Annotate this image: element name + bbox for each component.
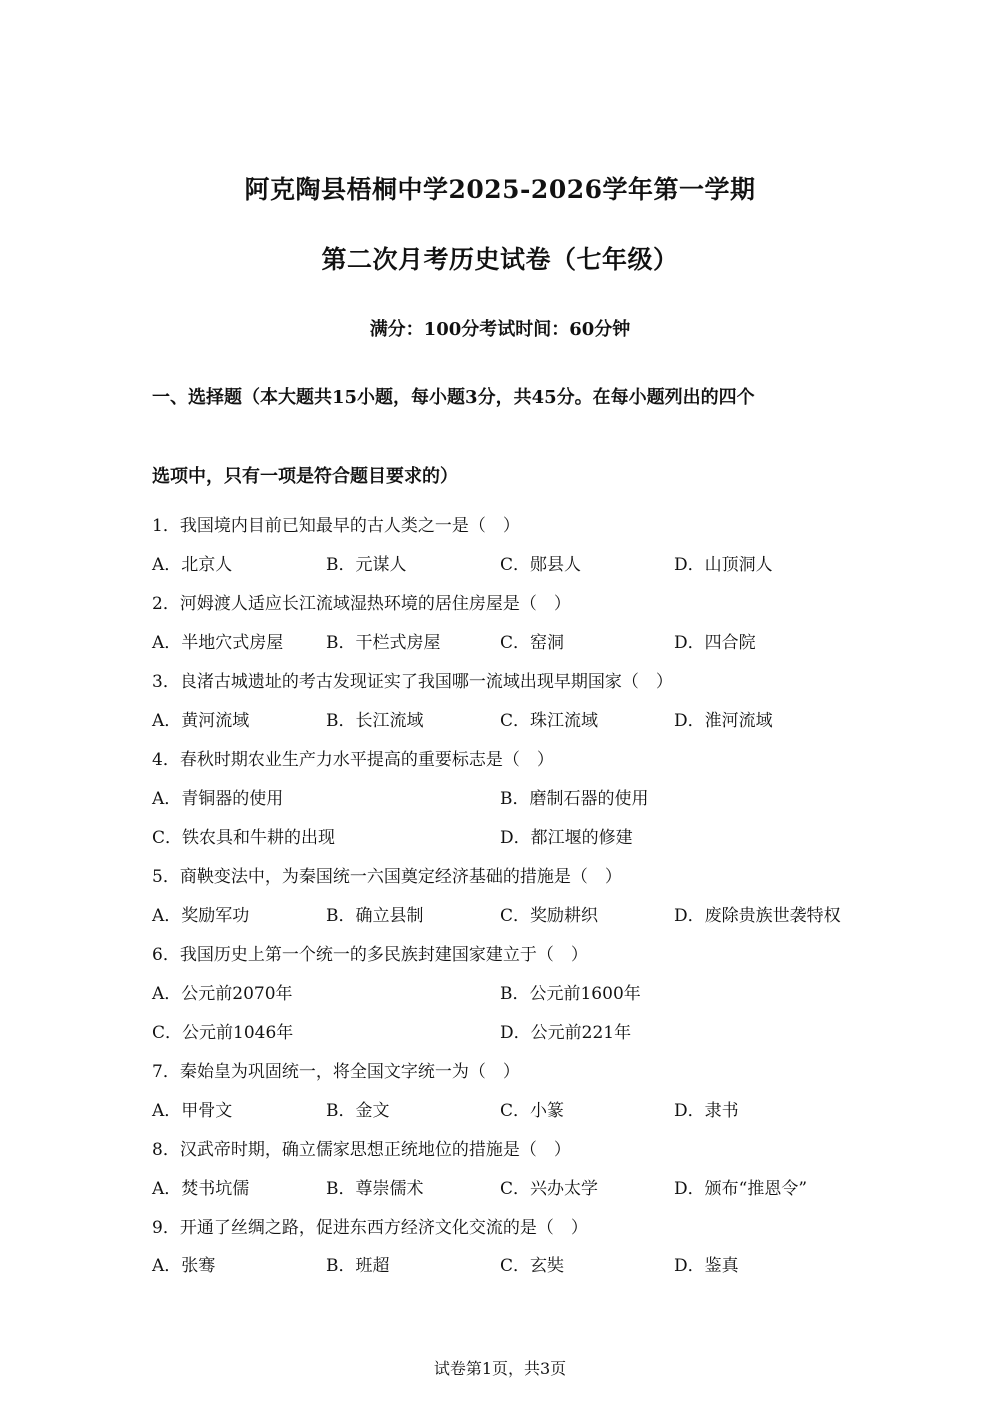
option-d: D．都江堰的修建 <box>500 828 633 848</box>
option-c: C．铁农具和牛耕的出现 <box>152 828 336 848</box>
question-options <box>152 1020 872 1046</box>
question-options <box>152 786 872 812</box>
question-options <box>152 1253 872 1279</box>
question-stem: 4．春秋时期农业生产力水平提高的重要标志是（ ） <box>152 750 554 770</box>
question-options <box>152 708 872 734</box>
exam-title-line1: 阿克陶县梧桐中学2025-2026学年第一学期 <box>244 175 756 204</box>
option-c: C．小篆 <box>500 1101 565 1121</box>
option-b: B．尊崇儒术 <box>326 1179 424 1199</box>
option-a: A．青铜器的使用 <box>152 789 284 809</box>
option-d: D．山顶洞人 <box>674 555 773 575</box>
option-d: D．颁布“推恩令” <box>674 1179 808 1199</box>
question-options <box>152 1098 872 1124</box>
option-c: C．兴办太学 <box>500 1179 599 1199</box>
option-a: A．黄河流域 <box>152 711 250 731</box>
question-stem: 1．我国境内目前已知最早的古人类之一是（ ） <box>152 516 520 536</box>
option-d: D．公元前221年 <box>500 1023 632 1043</box>
option-d: D．淮河流域 <box>674 711 773 731</box>
option-a: A．张骞 <box>152 1256 216 1276</box>
option-d: D．隶书 <box>674 1101 739 1121</box>
question-options <box>152 903 872 929</box>
option-c: C．郧县人 <box>500 555 582 575</box>
option-b: B．元谋人 <box>326 555 407 575</box>
option-a: A．半地穴式房屋 <box>152 633 284 653</box>
exam-meta: 满分：100分考试时间：60分钟 <box>369 319 631 340</box>
option-b: B．公元前1600年 <box>500 984 641 1004</box>
question-stem: 3．良渚古城遗址的考古发现证实了我国哪一流域出现早期国家（ ） <box>152 672 673 692</box>
option-c: C．奖励耕织 <box>500 906 599 926</box>
option-b: B．确立县制 <box>326 906 424 926</box>
option-d: D．四合院 <box>674 633 756 653</box>
section-heading-line1: 一、选择题（本大题共15小题，每小题3分，共45分。在每小题列出的四个 <box>152 387 755 408</box>
question-options <box>152 630 872 656</box>
option-c: C．公元前1046年 <box>152 1023 294 1043</box>
page-footer: 试卷第1页，共3页 <box>433 1359 567 1378</box>
option-c: C．珠江流域 <box>500 711 599 731</box>
section-heading-line2: 选项中，只有一项是符合题目要求的） <box>152 466 458 487</box>
option-c: C．窑洞 <box>500 633 565 653</box>
question-options <box>152 981 872 1007</box>
question-stem: 7．秦始皇为巩固统一，将全国文字统一为（ ） <box>152 1062 520 1082</box>
question-stem: 9．开通了丝绸之路，促进东西方经济文化交流的是（ ） <box>152 1218 588 1238</box>
option-d: D．鉴真 <box>674 1256 739 1276</box>
option-a: A．北京人 <box>152 555 233 575</box>
option-b: B．长江流域 <box>326 711 424 731</box>
question-stem: 8．汉武帝时期，确立儒家思想正统地位的措施是（ ） <box>152 1140 571 1160</box>
option-b: B．金文 <box>326 1101 390 1121</box>
question-options <box>152 1176 872 1202</box>
option-a: A．焚书坑儒 <box>152 1179 250 1199</box>
option-d: D．废除贵族世袭特权 <box>674 906 841 926</box>
option-c: C．玄奘 <box>500 1256 565 1276</box>
option-b: B．干栏式房屋 <box>326 633 441 653</box>
option-a: A．甲骨文 <box>152 1101 233 1121</box>
option-a: A．奖励军功 <box>152 906 250 926</box>
option-a: A．公元前2070年 <box>152 984 293 1004</box>
question-stem: 6．我国历史上第一个统一的多民族封建国家建立于（ ） <box>152 945 588 965</box>
exam-title-line2: 第二次月考历史试卷（七年级） <box>321 245 679 274</box>
question-options <box>152 825 872 851</box>
option-b: B．班超 <box>326 1256 390 1276</box>
question-stem: 5．商鞅变法中，为秦国统一六国奠定经济基础的措施是（ ） <box>152 867 622 887</box>
option-b: B．磨制石器的使用 <box>500 789 649 809</box>
question-stem: 2．河姆渡人适应长江流域湿热环境的居住房屋是（ ） <box>152 594 571 614</box>
question-options <box>152 552 872 578</box>
